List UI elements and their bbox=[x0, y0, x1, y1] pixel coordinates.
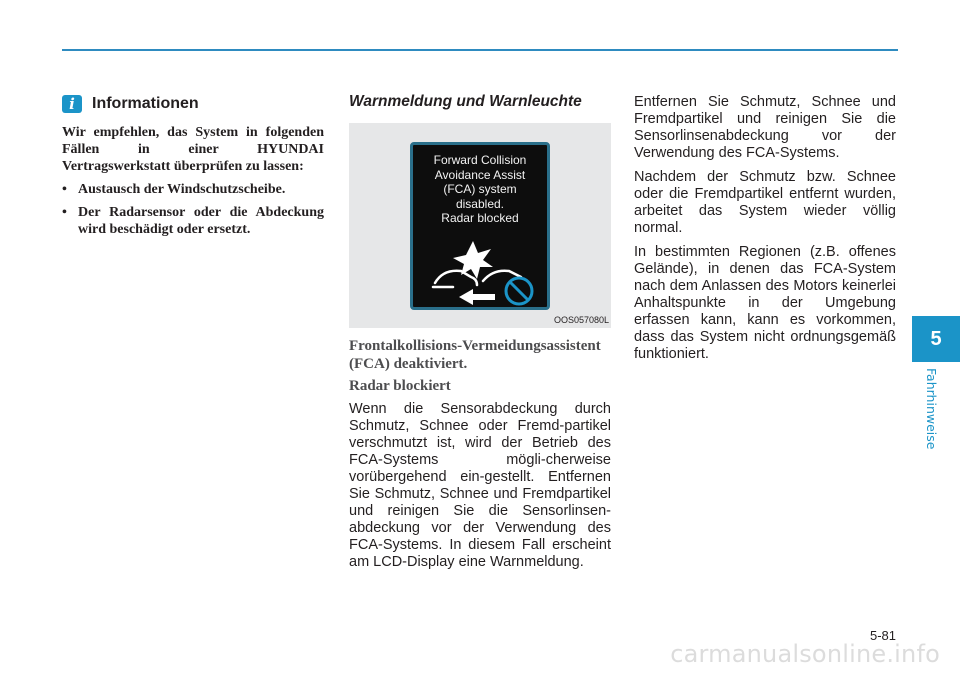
fca-warning-icon bbox=[423, 233, 539, 307]
page-number: 5-81 bbox=[869, 628, 896, 643]
section-title: Warnmeldung und Warnleuchte bbox=[349, 93, 582, 110]
info-icon: i bbox=[62, 95, 82, 113]
info-body bbox=[62, 124, 324, 238]
collision-star-icon bbox=[453, 241, 493, 279]
display-line: disabled. bbox=[455, 196, 505, 211]
paragraph: Nachdem der Schmutz bzw. Schnee oder die Fremdpartikel entfernt wurden, arbeitet das System wieder völlig normal. bbox=[634, 169, 896, 236]
rear-car-icon bbox=[435, 271, 477, 285]
top-rule bbox=[62, 49, 898, 51]
list-item-text: Austausch der Windschutzscheibe. bbox=[78, 182, 286, 197]
list-item bbox=[62, 204, 324, 238]
arrow-left-icon bbox=[459, 289, 495, 305]
right-column bbox=[634, 94, 896, 370]
info-header bbox=[62, 92, 324, 116]
display-line: Forward Collision bbox=[433, 153, 527, 167]
paragraph: Entfernen Sie Schmutz, Schnee und Fremdpartikel und reinigen Sie die Sensorlinsenabdeckung vor der Verwendung des FCA-Systems. bbox=[634, 94, 896, 161]
display-message bbox=[413, 153, 547, 226]
info-list bbox=[62, 181, 324, 238]
warning-subheading: Radar blockiert bbox=[349, 378, 451, 394]
warning-section bbox=[349, 92, 611, 570]
warning-figure bbox=[349, 123, 611, 328]
watermark: carmanualsonline.info bbox=[670, 640, 940, 668]
list-item-text: Der Radarsensor oder die Abdeckung wird beschädigt oder ersetzt. bbox=[78, 205, 324, 237]
warning-subheading: Frontalkollisions-Vermeidungsassistent (FCA) deaktiviert. bbox=[349, 338, 601, 372]
info-box bbox=[62, 92, 324, 244]
paragraph: In bestimmten Regionen (z.B. offenes Gelände), in denen das FCA-System nach dem Anlassen des Motors keinerlei Anhaltspunkte in der Umgebung erfassen kann, kann es vorkommen, dass das System nicht ordnungsgemäß funktioniert. bbox=[634, 244, 896, 362]
figure-code: OOS057080L bbox=[553, 315, 609, 325]
cluster-display bbox=[410, 142, 550, 310]
warning-body bbox=[349, 338, 611, 571]
chapter-label bbox=[924, 368, 940, 458]
warning-paragraph: Wenn die Sensorabdeckung durch Schmutz, Schnee oder Fremd-partikel verschmutzt ist, wird der Betrieb des FCA-Systems mögli-cherweise vorübergehend ein-gestellt. Entfernen Sie Schmutz, Schnee und Fremdpartikel und reinigen Sie die Sensorlinsen-abdeckung vor der Verwendung des FCA-Systems. In diesem Fall erscheint am LCD-Display eine Warnmeldung. bbox=[349, 400, 611, 570]
list-item bbox=[62, 181, 324, 198]
prohibited-icon bbox=[506, 278, 532, 304]
info-title: Informationen bbox=[92, 95, 199, 112]
bullet-icon: • bbox=[62, 182, 67, 197]
bullet-icon: • bbox=[62, 205, 67, 220]
display-line: Avoidance Assist bbox=[434, 167, 526, 182]
display-line: (FCA) system bbox=[443, 182, 517, 196]
info-intro: Wir empfehlen, das System in folgenden Fällen in einer HYUNDAI Vertragswerkstatt überprüfen zu lassen: bbox=[62, 125, 324, 174]
display-line: Radar blocked bbox=[441, 211, 519, 225]
chapter-label-text: Fahrhinweise bbox=[924, 368, 939, 450]
chapter-tab[interactable]: 5 bbox=[912, 316, 960, 362]
